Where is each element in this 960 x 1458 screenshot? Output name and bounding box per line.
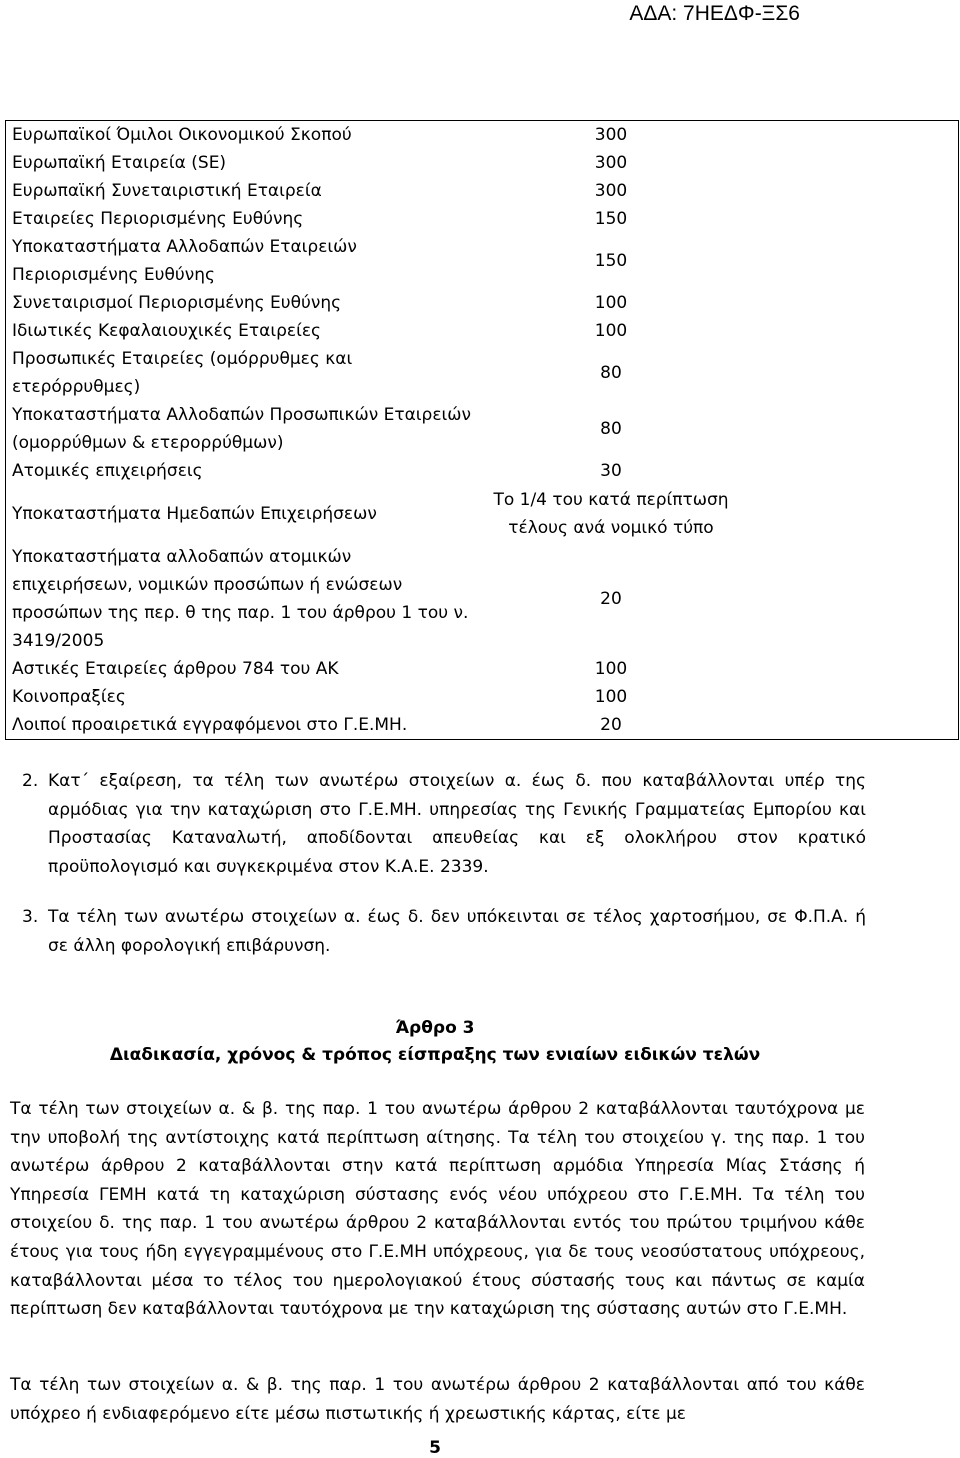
fee-entity: Εταιρείες Περιορισμένης Ευθύνης bbox=[6, 205, 477, 233]
fee-value: 300 bbox=[594, 153, 628, 173]
fee-entity: Ιδιωτικές Κεφαλαιουχικές Εταιρείες bbox=[6, 317, 477, 345]
fee-table-row bbox=[6, 655, 959, 683]
fee-value: 300 bbox=[476, 121, 746, 150]
fee-value: 80 bbox=[600, 363, 622, 383]
fee-value: 100 bbox=[594, 293, 628, 313]
fee-entity: Υποκαταστήματα Ημεδαπών Επιχειρήσεων bbox=[6, 485, 477, 542]
fee-value: 100 bbox=[594, 321, 628, 341]
fee-entity: Υποκαταστήματα Αλλοδαπών Εταιρειών Περιορισμένης Ευθύνης bbox=[6, 233, 477, 289]
article-paragraph-2: Τα τέλη των στοιχείων α. & β. της παρ. 1 του ανωτέρω άρθρου 2 καταβάλλονται από του κάθε υπόχρεο ή ενδιαφερόμενο είτε μέσω πιστωτικής ή χρεωστικής κάρτας, είτε με bbox=[10, 1375, 865, 1424]
fee-table-row bbox=[6, 289, 959, 317]
fee-table-spacer bbox=[746, 345, 959, 401]
fee-table-spacer bbox=[746, 289, 959, 317]
fee-table-row bbox=[6, 345, 959, 401]
fee-table-spacer bbox=[746, 683, 959, 711]
fee-table-spacer bbox=[746, 655, 959, 683]
fee-table-row bbox=[6, 233, 959, 289]
fee-table-row bbox=[6, 149, 959, 177]
fee-entity: Υποκαταστήματα Αλλοδαπών Προσωπικών Εταιρειών (ομορρύθμων & ετερορρύθμων) bbox=[6, 401, 477, 457]
fee-value: Το 1/4 του κατά περίπτωση τέλους ανά νομικό τύπο bbox=[493, 489, 729, 538]
fee-entity: Αστικές Εταιρείες άρθρου 784 του ΑΚ bbox=[6, 655, 477, 683]
fee-table-spacer bbox=[746, 711, 959, 740]
fee-table-row bbox=[6, 205, 959, 233]
fee-entity: Ατομικές επιχειρήσεις bbox=[6, 457, 477, 485]
fee-entity: Ευρωπαϊκή Εταιρεία (SE) bbox=[6, 149, 477, 177]
fee-table-row bbox=[6, 177, 959, 205]
fee-table-spacer bbox=[746, 149, 959, 177]
fee-table bbox=[5, 120, 959, 740]
fee-table-row bbox=[6, 683, 959, 711]
point-3 bbox=[22, 903, 866, 960]
article-paragraph-1: Τα τέλη των στοιχείων α. & β. της παρ. 1 του ανωτέρω άρθρου 2 καταβάλλονται ταυτόχρονα με την υποβολή της αντίστοιχης κατά περίπτωση αίτησης. Τα τέλη του στοιχείου γ. της παρ. 1 του ανωτέρω άρθρου 2 καταβάλλονται στην κατά περίπτωση αρμόδια Υπηρεσία Μίας Στάσης ή Υπηρεσία ΓΕΜΗ κατά τη καταχώριση σύστασης ενός νέου υπόχρεου στο Γ.Ε.ΜΗ. Τα τέλη του στοιχείου δ. της παρ. 1 του ανωτέρω άρθρου 2 καταβάλλονται εντός του πρώτου τριμήνου κάθε έτους για τους ήδη εγγεγραμμένους στο Γ.Ε.ΜΗ υπόχρεους, για δε τους νεοσύστατους υπόχρεους, καταβάλλονται μέσα το τέλος του ημερολογιακού έτους σύστασής τους και πάντως σε καμία περίπτωση δεν καταβάλλονται ταυτόχρονα με την καταχώριση της σύστασης αυτών στο Γ.Ε.ΜΗ. bbox=[10, 1099, 865, 1320]
fee-value: 300 bbox=[594, 181, 628, 201]
fee-value: 100 bbox=[594, 659, 628, 679]
fee-entity: Λοιποί προαιρετικά εγγραφόμενοι στο Γ.Ε.ΜΗ. bbox=[6, 711, 477, 740]
fee-entity: Προσωπικές Εταιρείες (ομόρρυθμες και ετερόρρυθμες) bbox=[6, 345, 477, 401]
point-2-text: Κατ΄ εξαίρεση, τα τέλη των ανωτέρω στοιχείων α. έως δ. που καταβάλλονται υπέρ της αρμόδιας για την καταχώριση στο Γ.Ε.ΜΗ. υπηρεσίας της Γενικής Γραμματείας Εμπορίου και Προστασίας Καταναλωτή, αποδίδονται απευθείας και εξ ολοκλήρου στον κρατικό προϋπολογισμό και συγκεκριμένα στον Κ.Α.Ε. 2339. bbox=[48, 771, 866, 877]
fee-entity: Υποκαταστήματα αλλοδαπών ατομικών επιχειρήσεων, νομικών προσώπων ή ενώσεων προσώπων της περ. θ της παρ. 1 του άρθρου 1 του ν. 3419/2005 bbox=[6, 542, 477, 655]
point-3-number: 3. bbox=[22, 907, 39, 927]
fee-value: 150 bbox=[594, 209, 628, 229]
point-3-text: Τα τέλη των ανωτέρω στοιχείων α. έως δ. δεν υπόκεινται σε τέλος χαρτοσήμου, σε Φ.Π.Α. ή σε άλλη φορολογική επιβάρυνση. bbox=[48, 907, 866, 956]
fee-table-row bbox=[6, 317, 959, 345]
article-title: Άρθρο 3 bbox=[395, 1018, 475, 1038]
fee-table-row bbox=[6, 401, 959, 457]
fee-table-spacer bbox=[746, 317, 959, 345]
fee-table-row bbox=[6, 121, 959, 150]
fee-value: 150 bbox=[594, 251, 628, 271]
fee-entity: Ευρωπαϊκοί Όμιλοι Οικονομικού Σκοπού bbox=[6, 121, 477, 150]
fee-table-spacer bbox=[746, 457, 959, 485]
fee-value: 100 bbox=[594, 687, 628, 707]
fee-table-row bbox=[6, 542, 959, 655]
fee-entity: Συνεταιρισμοί Περιορισμένης Ευθύνης bbox=[6, 289, 477, 317]
fee-table-spacer bbox=[746, 121, 959, 150]
article-subtitle: Διαδικασία, χρόνος & τρόπος είσπραξης των ενιαίων ειδικών τελών bbox=[109, 1045, 761, 1065]
fee-value: 80 bbox=[600, 419, 622, 439]
ada-header: ΑΔΑ: 7ΗΕΔΦ-ΞΣ6 bbox=[629, 2, 800, 25]
fee-table-row bbox=[6, 457, 959, 485]
fee-table-spacer bbox=[746, 401, 959, 457]
fee-table-spacer bbox=[746, 485, 959, 542]
fee-entity: Ευρωπαϊκή Συνεταιριστική Εταιρεία bbox=[6, 177, 477, 205]
point-2-number: 2. bbox=[22, 771, 39, 791]
fee-table-row bbox=[6, 711, 959, 740]
fee-value: 30 bbox=[600, 461, 622, 481]
fee-table-spacer bbox=[746, 542, 959, 655]
fee-table-row bbox=[6, 485, 959, 542]
fee-value: 20 bbox=[600, 588, 622, 609]
point-2 bbox=[22, 767, 866, 881]
page-number: 5 bbox=[429, 1438, 441, 1458]
fee-table-spacer bbox=[746, 177, 959, 205]
fee-table-spacer bbox=[746, 205, 959, 233]
fee-table-spacer bbox=[746, 233, 959, 289]
fee-entity: Κοινοπραξίες bbox=[6, 683, 477, 711]
fee-value: 20 bbox=[476, 711, 746, 740]
